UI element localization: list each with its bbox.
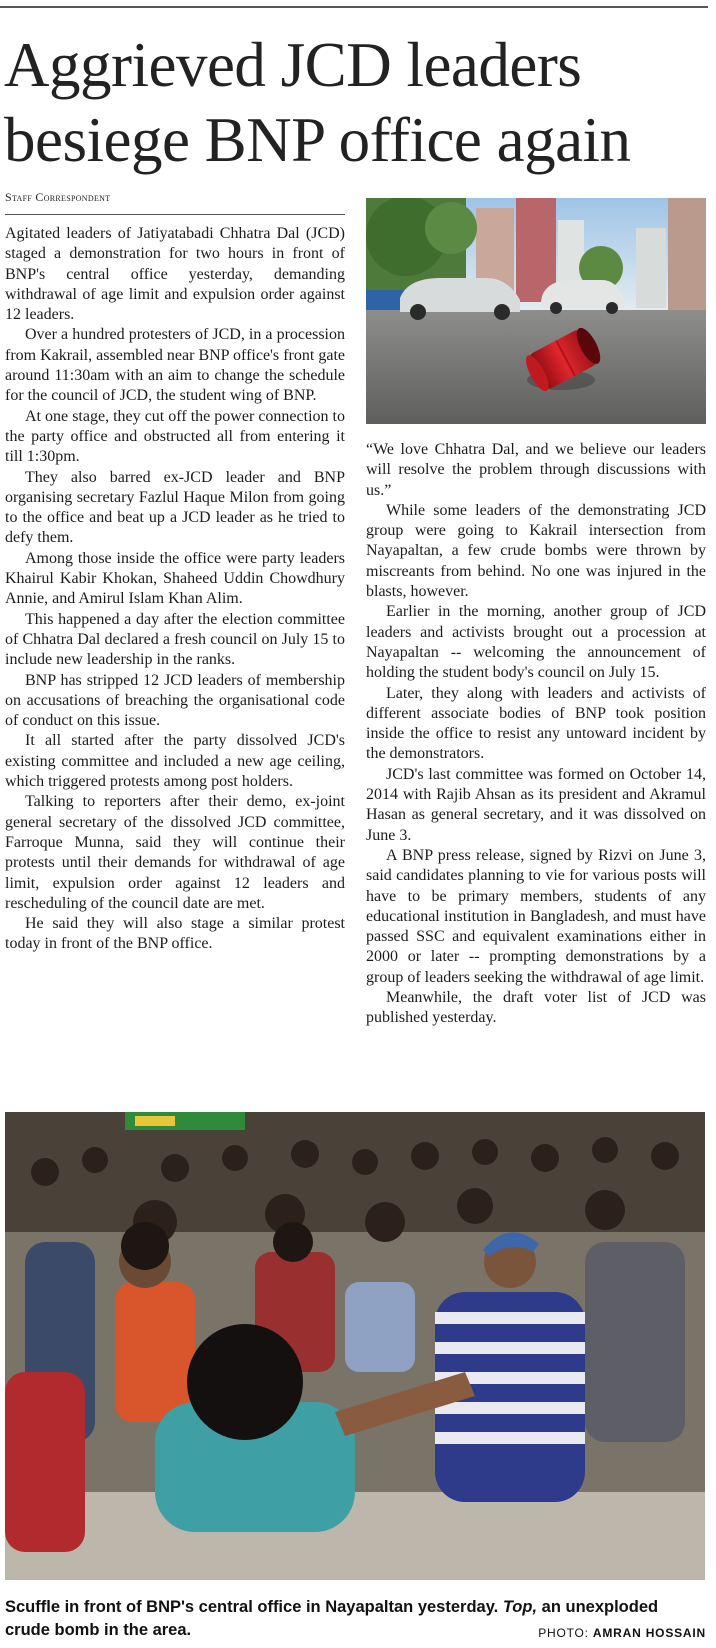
- paragraph: Meanwhile, the draft voter list of JCD was published yesterday.: [366, 989, 706, 1027]
- top-rule: [0, 6, 708, 8]
- scuffle-photo: [5, 1112, 705, 1580]
- headline: Aggrieved JCD leaders besiege BNP office again: [4, 30, 631, 175]
- paragraph: Agitated leaders of Jatiyatabadi Chhatra Dal (JCD) staged a demonstration for two hours in front of BNP's central office yesterday, demanding withdrawal of age limit and expulsion order against 12 leaders.: [5, 225, 345, 324]
- article-right-column: [366, 440, 706, 1029]
- paragraph: They also barred ex-JCD leader and BNP organising secretary Fazlul Haque Milon from going to the office and beat up a JCD leader as he tried to defy them.: [5, 468, 345, 547]
- photo-credit: [538, 1626, 706, 1640]
- paragraph: It all started after the party dissolved JCD's existing committee and included a new age ceiling, which triggered protests among post holders.: [5, 732, 345, 791]
- paragraph: He said they will also stage a similar protest today in front of the BNP office.: [5, 915, 345, 953]
- byline: Staff Correspondent: [5, 190, 111, 204]
- byline-rule: [5, 214, 345, 215]
- credit-label: PHOTO:: [538, 1626, 589, 1640]
- paragraph: At one stage, they cut off the power connection to the party office and obstructed all from entering it till 1:30pm.: [5, 407, 345, 466]
- paragraph: This happened a day after the election committee of Chhatra Dal declared a fresh council on July 15 to include new leadership in the ranks.: [5, 610, 345, 669]
- paragraph: Later, they along with leaders and activists of different associate bodies of BNP took position inside the office to resist any untoward incident by the demonstrators.: [366, 684, 706, 763]
- paragraph: Over a hundred protesters of JCD, in a procession from Kakrail, assembled near BNP office's front gate around 11:30am with an aim to change the schedule for the council of JCD, the student wing of BNP.: [5, 326, 345, 405]
- paragraph: A BNP press release, signed by Rizvi on June 3, said candidates planning to vie for various posts will have to be primary members, students of any educational institution in Bangladesh, and must have passed SSC and equivalent examinations either in 2000 or later -- prompting demonstrations by a group of leaders seeking the withdrawal of age limit.: [366, 846, 706, 986]
- credit-name: AMRAN HOSSAIN: [592, 1626, 706, 1640]
- paragraph: Among those inside the office were party leaders Khairul Kabir Khokan, Shaheed Uddin Chowdhury Annie, and Amirul Islam Khan Alim.: [5, 549, 345, 608]
- paragraph: Earlier in the morning, another group of JCD leaders and activists brought out a procession at Nayapaltan -- welcoming the announcement of holding the student body's council on July 15.: [366, 603, 706, 682]
- caption-tail: an unexploded crude bomb in the area.: [5, 1598, 659, 1639]
- paragraph: BNP has stripped 12 JCD leaders of membership on accusations of breaching the organisational code of conduct on this issue.: [5, 671, 345, 730]
- crude-bomb-photo: [366, 198, 706, 424]
- caption-top-label: Top,: [502, 1598, 538, 1616]
- paragraph: While some leaders of the demonstrating JCD group were going to Kakrail intersection from Nayapaltan, a few crude bombs were thrown by miscreants from behind. No one was injured in the blasts, however.: [366, 501, 706, 601]
- paragraph: Talking to reporters after their demo, ex-joint general secretary of the dissolved JCD committee, Farroque Munna, said they will continue their protests until their demands for withdrawal of age limit, expulsion order against 12 leaders and rescheduling of the council date are met.: [5, 793, 345, 912]
- quote-paragraph: “We love Chhatra Dal, and we believe our leaders will resolve the problem through discussions with us.”: [366, 441, 706, 499]
- article-left-column: [5, 224, 345, 955]
- paragraph: JCD's last committee was formed on October 14, 2014 with Rajib Ahsan as its president and Akramul Hasan as general secretary, and it was dissolved on June 3.: [366, 765, 706, 844]
- caption-main: Scuffle in front of BNP's central office in Nayapaltan yesterday.: [5, 1598, 499, 1616]
